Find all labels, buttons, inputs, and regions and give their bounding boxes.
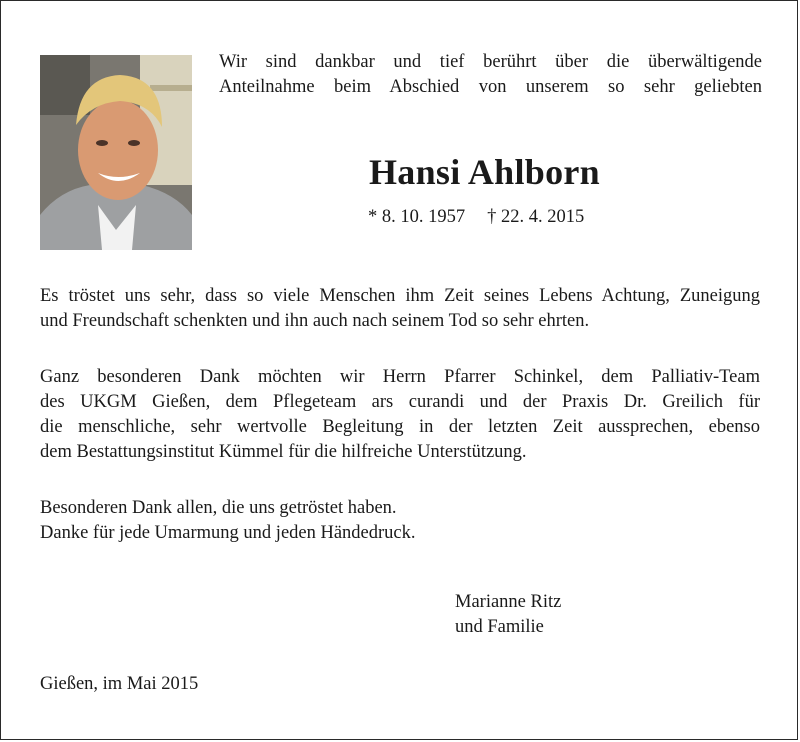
paragraph-comfort [40, 284, 760, 309]
intro-line: Wir sind dankbar und tief berührt über die überwältigende [219, 52, 762, 72]
intro-text [219, 50, 762, 100]
deceased-name: Hansi Ahlborn [369, 152, 600, 192]
paragraph-comfort-end [40, 309, 760, 334]
paragraph-thanks-end [40, 440, 760, 465]
life-dates [368, 205, 584, 230]
paragraph-line: Ganz besonderen Dank möchten wir Herrn Pfarrer Schinkel, dem Palliativ-Team [40, 367, 760, 387]
portrait-photo [40, 55, 192, 250]
intro-line: Anteilnahme beim Abschied von unserem so sehr geliebten [219, 77, 762, 97]
paragraph-thanks [40, 365, 760, 440]
paragraph-line: Danke für jede Umarmung und jeden Händedruck. [40, 523, 416, 543]
paragraph-gratitude [40, 496, 760, 546]
paragraph-line: dem Bestattungsinstitut Kümmel für die hilfreiche Unterstützung. [40, 442, 527, 462]
death-date: † 22. 4. 2015 [487, 207, 585, 227]
paragraph-line: Besonderen Dank allen, die uns getröstet haben. [40, 498, 397, 518]
signature [455, 590, 561, 640]
paragraph-line: des UKGM Gießen, dem Pflegeteam ars curandi und der Praxis Dr. Greilich für [40, 392, 760, 412]
paragraph-line: Es tröstet uns sehr, dass so viele Menschen ihm Zeit seines Lebens Achtung, Zuneigung [40, 286, 760, 306]
paragraph-line: die menschliche, sehr wertvolle Begleitung in der letzten Zeit aussprechen, ebenso [40, 417, 760, 437]
signature-line: Marianne Ritz [455, 592, 562, 612]
signature-line: und Familie [455, 617, 544, 637]
place-date: Gießen, im Mai 2015 [40, 674, 199, 694]
birth-date: * 8. 10. 1957 [368, 207, 466, 227]
paragraph-line: und Freundschaft schenkten und ihn auch nach seinem Tod so sehr ehrten. [40, 311, 590, 331]
